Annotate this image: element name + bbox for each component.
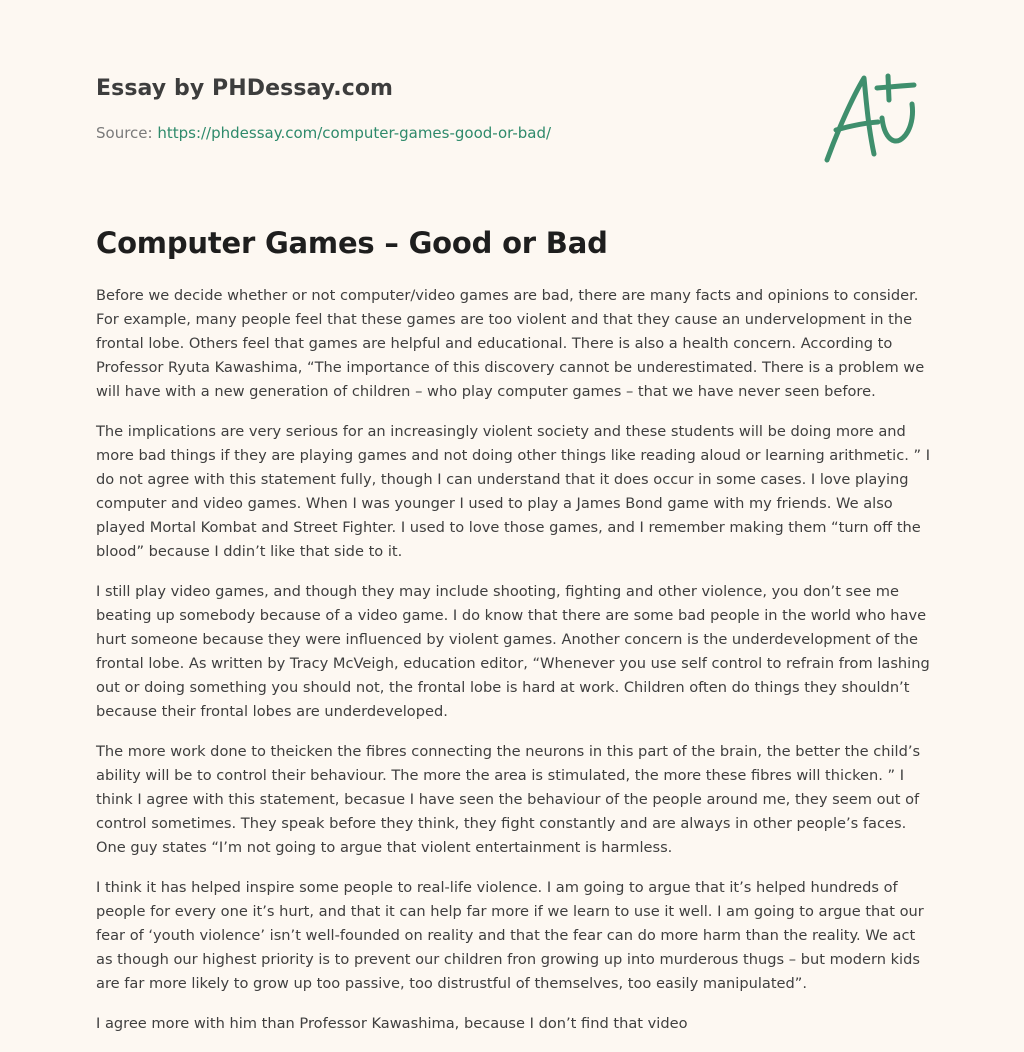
source-label: Source: bbox=[96, 124, 158, 142]
source-line bbox=[96, 124, 551, 142]
essay-paragraph: I agree more with him than Professor Kawashima, because I don’t find that video bbox=[96, 1015, 688, 1032]
essay-page bbox=[96, 0, 932, 1032]
essay-paragraph: I think it has helped inspire some people to real-life violence. I am going to argue that it’s helped hundreds of people for every one it’s hurt, and that it can help far more if we learn to use it well. I am going to argue that our fear of ‘youth violence’ isn’t well-founded on reality and that the fear can do more harm than the reality. We act as though our highest priority is to prevent our children fron growing up into murderous thugs – but modern kids are far more likely to grow up too passive, too distrustful of themselves, too easily manipulated”. bbox=[96, 879, 924, 992]
header bbox=[96, 0, 932, 180]
essay-paragraph: The implications are very serious for an increasingly violent society and these students will be doing more and more bad things if they are playing games and not doing other things like reading aloud or learning arithmetic. ” I do not agree with this statement fully, though I can understand that it does occur in some cases. I love playing computer and video games. When I was younger I used to play a James Bond game with my friends. We also played Mortal Kombat and Street Fighter. I used to love those games, and I remember making them “turn off the blood” because I ddin’t like that side to it. bbox=[96, 423, 931, 560]
essay-paragraph: The more work done to theicken the fibres connecting the neurons in this part of the brain, the better the child’s ability will be to control their behaviour. The more the area is stimulated, the more these fibres will thicken. ” I think I agree with this statement, becasue I have seen the behaviour of the people around me, they seem out of control sometimes. They speak before they think, they fight constantly and are always in other people’s faces. One guy states “I’m not going to argue that violent entertainment is harmless. bbox=[96, 743, 921, 856]
source-link[interactable]: https://phdessay.com/computer-games-good-or-bad/ bbox=[157, 124, 552, 142]
essay-title: Computer Games – Good or Bad bbox=[96, 226, 608, 260]
essay-paragraph: Before we decide whether or not computer/video games are bad, there are many facts and opinions to consider. For example, many people feel that these games are too violent and that they cause an undervelopment in the frontal lobe. Others feel that games are helpful and educational. There is also a health concern. According to Professor Ryuta Kawashima, “The importance of this discovery cannot be underestimated. There is a problem we will have with a new generation of children – who play computer games – that we have never seen before. bbox=[96, 287, 925, 400]
site-title: Essay by PHDessay.com bbox=[96, 76, 394, 101]
essay-paragraph: I still play video games, and though they may include shooting, fighting and other violence, you don’t see me beating up somebody because of a video game. I do know that there are some bad people in the world who have hurt someone because they were influenced by violent games. Another concern is the underdevelopment of the frontal lobe. As written by Tracy McVeigh, education editor, “Whenever you use self control to refrain from lashing out or doing something you should not, the frontal lobe is hard at work. Children often do things they shouldn’t because their frontal lobes are underdeveloped. bbox=[96, 583, 930, 720]
a-plus-grade-icon bbox=[822, 68, 926, 166]
essay-body bbox=[96, 284, 932, 1052]
